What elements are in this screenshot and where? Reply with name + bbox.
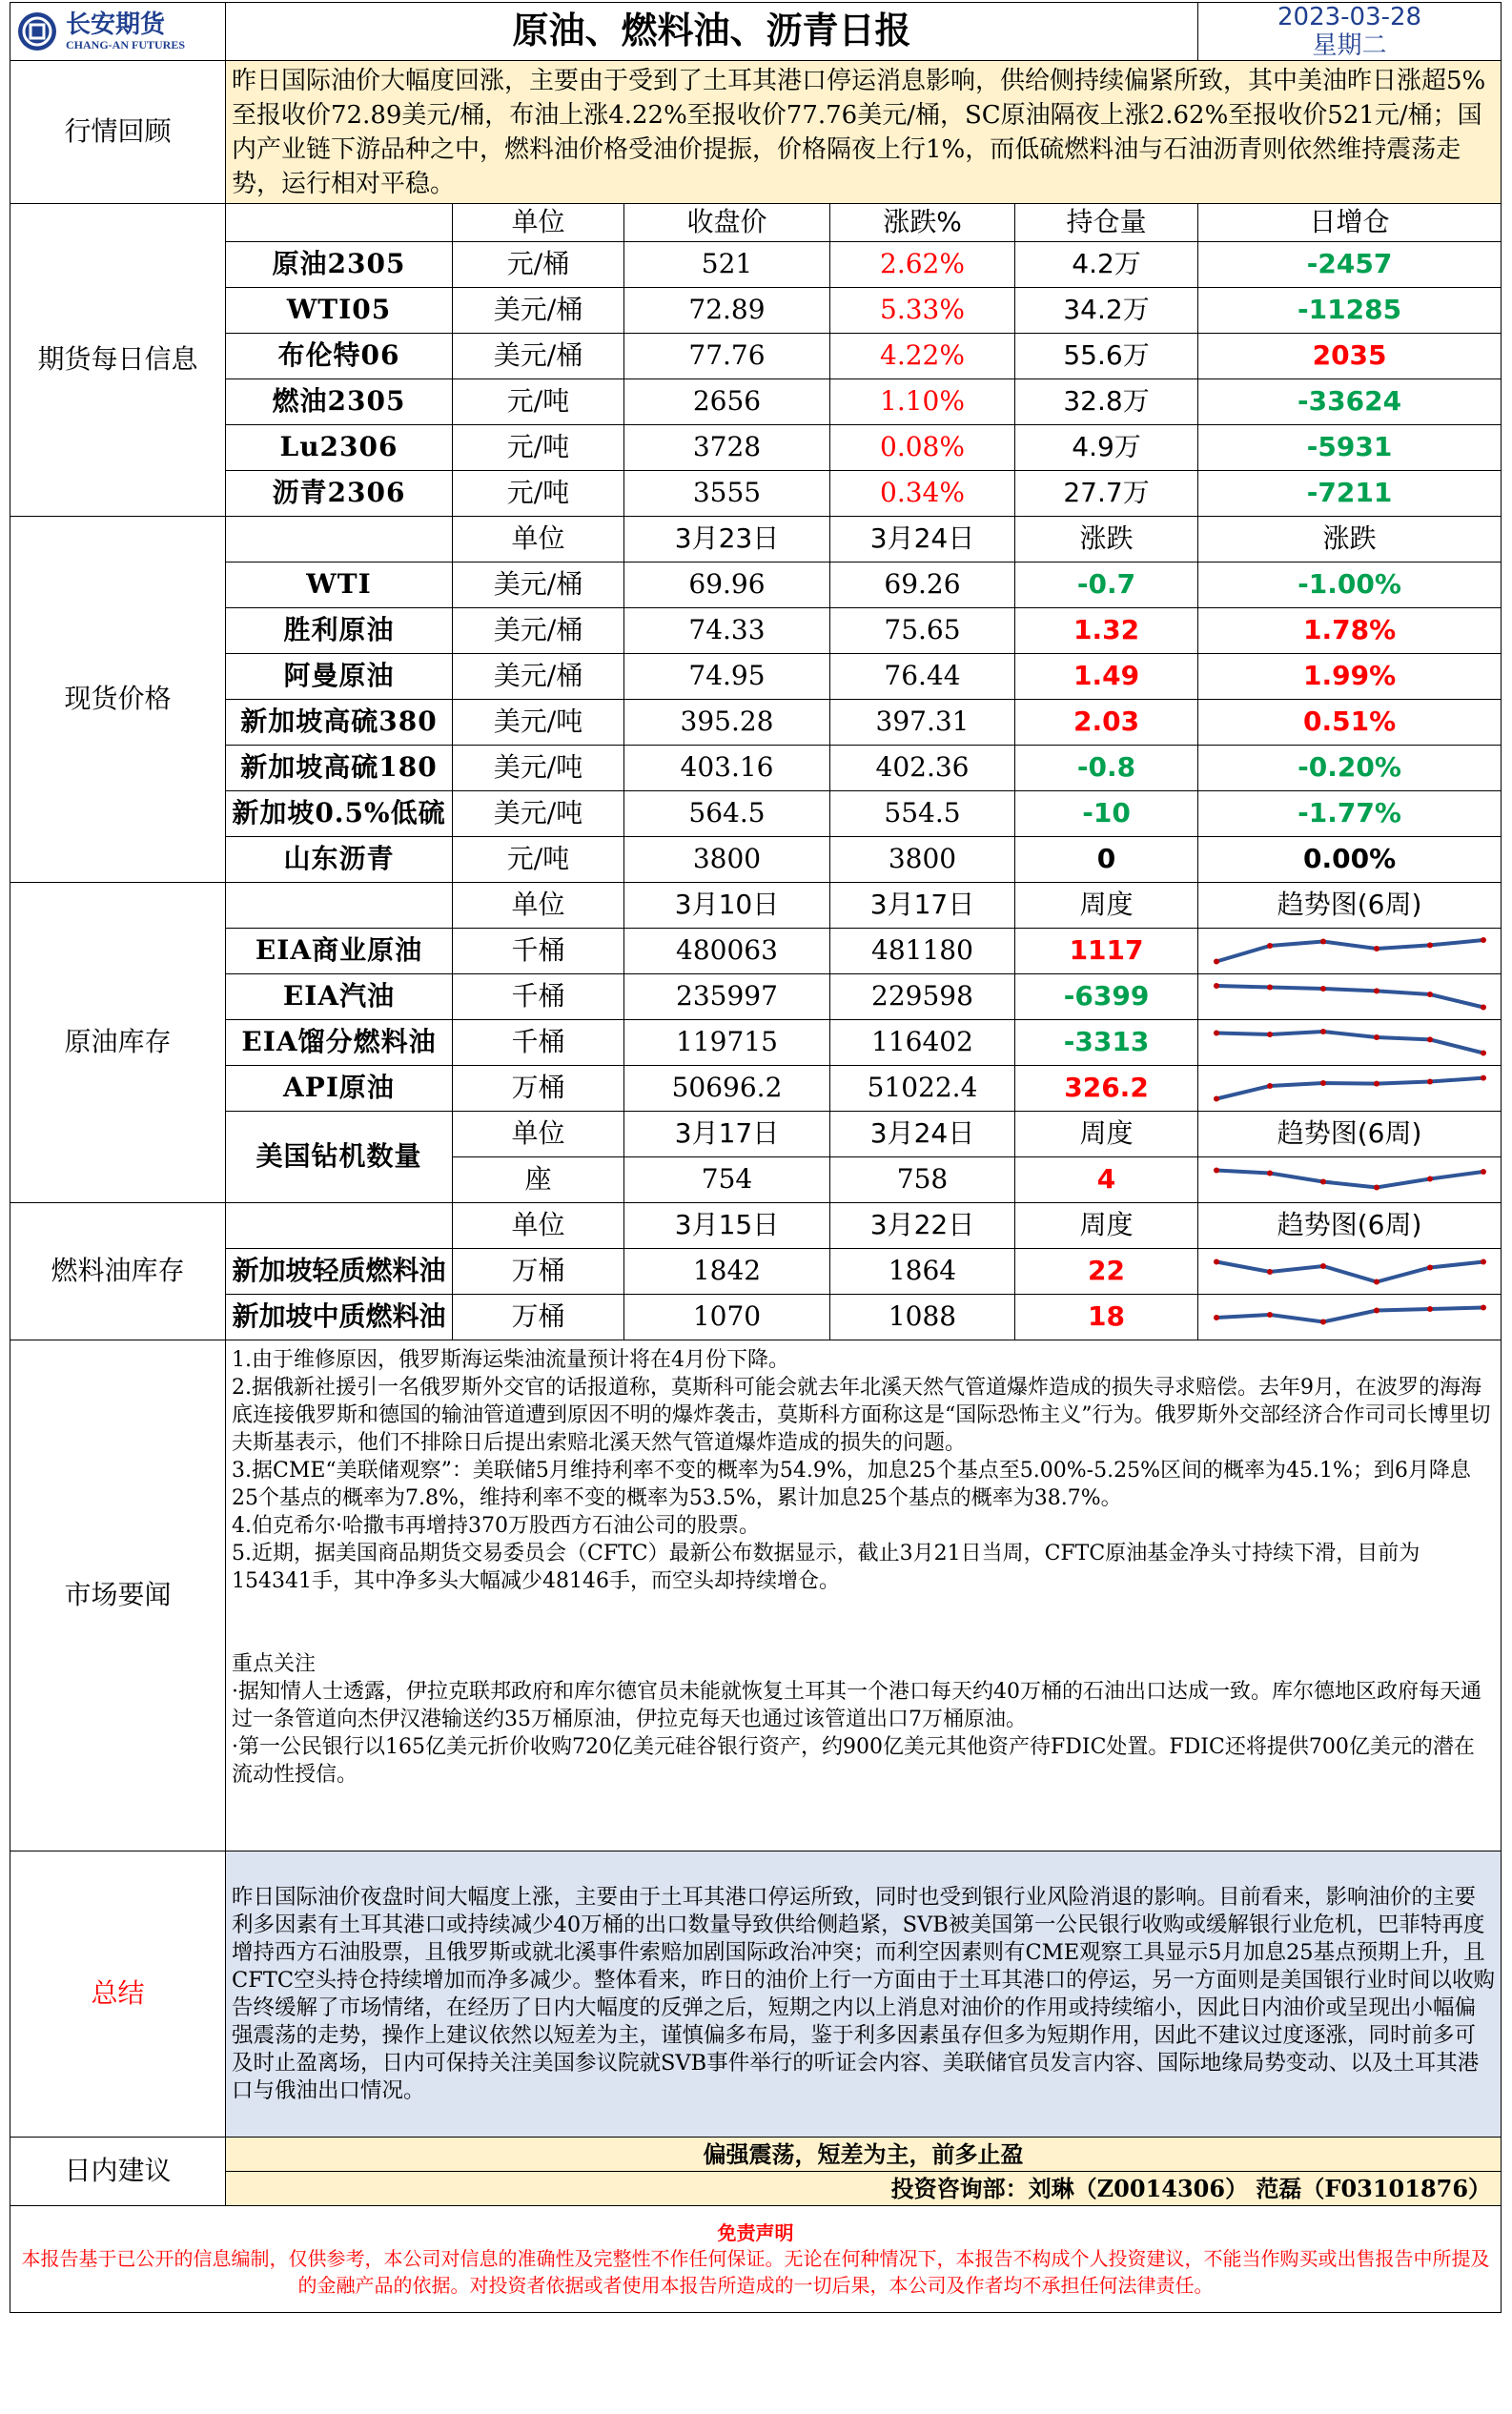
rigs-d1: 754 — [624, 1157, 830, 1203]
fuel-d2: 1864 — [830, 1249, 1015, 1295]
spot-pct: 1.78% — [1198, 608, 1502, 654]
inventory-week: -3313 — [1015, 1020, 1198, 1066]
brand-name-en: CHANG-AN FUTURES — [66, 38, 186, 51]
news-content — [226, 1340, 1502, 1851]
futures-oi: 4.9万 — [1015, 425, 1198, 471]
inventory-row — [10, 1020, 1502, 1066]
news-item: 2.据俄新社援引一名俄罗斯外交官的话报道称，莫斯科可能会就去年北溪天然气管道爆炸造成的损失寻求赔偿。去年9月，在波罗的海海底连接俄罗斯和德国的输油管道遭到原因不明的爆炸袭击，莫斯科方面称这是“国际恐怖主义”行为。俄罗斯外交部经济合作司司长博里切夫斯基表示，他们不排除日后提出索赔北溪天然气管道爆炸造成的损失的问题。 — [232, 1376, 1491, 1455]
trend-sparkline — [1207, 1024, 1493, 1062]
futures-name: 沥青2306 — [226, 471, 453, 517]
spot-pct: 0.00% — [1198, 837, 1502, 883]
trend-point — [1214, 1258, 1219, 1264]
inventory-header-week: 周度 — [1015, 883, 1198, 929]
spot-d2: 397.31 — [830, 700, 1015, 746]
trend-point — [1481, 1304, 1486, 1310]
rigs-header-trend: 趋势图(6周) — [1198, 1112, 1502, 1157]
trend-point — [1427, 1036, 1433, 1042]
trend-point — [1427, 942, 1433, 948]
news-item: 1.由于维修原因，俄罗斯海运柴油流量预计将在4月份下降。 — [232, 1348, 789, 1372]
spot-row — [10, 746, 1502, 791]
trend-sparkline — [1207, 1299, 1493, 1337]
inventory-unit: 万桶 — [453, 1066, 624, 1112]
spot-chg: -0.7 — [1015, 563, 1198, 608]
trend-point — [1214, 1167, 1219, 1173]
trend-cell — [1198, 1249, 1502, 1295]
fuel-header-d1: 3月15日 — [624, 1203, 830, 1249]
futures-oi-change: -2457 — [1198, 242, 1502, 288]
trend-point — [1481, 937, 1486, 943]
news-item: 3.据CME“美联储观察”：美联储5月维持利率不变的概率为54.9%，加息25个基点至5.00%-5.25%区间的概率为45.1%；到6月降息25个基点的概率为7.8%，维持利率不变的概率为53.5%，累计加息25个基点的概率为38.7%。 — [232, 1459, 1471, 1510]
trend-point — [1320, 938, 1326, 944]
trend-point — [1214, 1315, 1219, 1320]
trend-line — [1216, 940, 1483, 962]
inventory-unit: 千桶 — [453, 929, 624, 974]
inventory-unit: 千桶 — [453, 974, 624, 1020]
inventory-d1: 235997 — [624, 974, 830, 1020]
spot-chg: 1.49 — [1015, 654, 1198, 700]
trend-point — [1374, 1279, 1379, 1284]
spot-d1: 395.28 — [624, 700, 830, 746]
trend-cell — [1198, 1157, 1502, 1203]
spot-unit: 美元/桶 — [453, 608, 624, 654]
disclaimer-title: 免责声明 — [717, 2220, 794, 2244]
spot-row — [10, 654, 1502, 700]
spot-name: 山东沥青 — [226, 837, 453, 883]
spot-pct: 0.51% — [1198, 700, 1502, 746]
disclaimer — [10, 2206, 1502, 2313]
fuel-header-d2: 3月22日 — [830, 1203, 1015, 1249]
trend-sparkline — [1207, 1070, 1493, 1108]
intraday-label: 日内建议 — [10, 2138, 226, 2206]
rigs-header-week: 周度 — [1015, 1112, 1198, 1157]
futures-close: 521 — [624, 242, 830, 288]
spot-chg: 2.03 — [1015, 700, 1198, 746]
inventory-d2: 51022.4 — [830, 1066, 1015, 1112]
trend-point — [1374, 946, 1379, 951]
trend-cell — [1198, 1020, 1502, 1066]
inventory-week: 326.2 — [1015, 1066, 1198, 1112]
trend-point — [1427, 1264, 1433, 1270]
rigs-name: 美国钻机数量 — [226, 1112, 453, 1203]
fuel-row — [10, 1249, 1502, 1295]
trend-point — [1214, 958, 1219, 964]
spot-d2: 402.36 — [830, 746, 1015, 791]
spot-d1: 74.95 — [624, 654, 830, 700]
futures-header-oi: 持仓量 — [1015, 204, 1198, 242]
spot-row — [10, 563, 1502, 608]
futures-close: 72.89 — [624, 288, 830, 334]
inventory-header-d2: 3月17日 — [830, 883, 1015, 929]
futures-header-oi-change: 日增仓 — [1198, 204, 1502, 242]
trend-cell — [1198, 929, 1502, 974]
inventory-row — [10, 974, 1502, 1020]
fuel-header-blank — [226, 1203, 453, 1249]
news-item: 4.伯克希尔·哈撒韦再增持370万股西方石油公司的股票。 — [232, 1514, 760, 1538]
inventory-header-d1: 3月10日 — [624, 883, 830, 929]
futures-oi-change: -5931 — [1198, 425, 1502, 471]
news-spacer — [232, 1595, 1495, 1650]
futures-header-change: 涨跌% — [830, 204, 1015, 242]
review-text: 昨日国际油价大幅度回涨，主要由于受到了土耳其港口停运消息影响，供给侧持续偏紧所致，其中美油昨日涨超5%至报收价72.89美元/桶，布油上涨4.22%至报收价77.76美元/桶，SC原油隔夜上涨2.62%至报收价521元/桶；国内产业链下游品种之中，燃料油价格受油价提振，价格隔夜上行1%，而低硫燃料油与石油沥青则依然维持震荡走势，运行相对平稳。 — [226, 61, 1502, 204]
trend-point — [1267, 1269, 1273, 1275]
futures-row — [10, 425, 1502, 471]
rigs-unit: 座 — [453, 1157, 624, 1203]
fuel-unit: 万桶 — [453, 1295, 624, 1340]
spot-unit: 元/吨 — [453, 837, 624, 883]
spot-header-pct: 涨跌 — [1198, 517, 1502, 563]
spot-d2: 3800 — [830, 837, 1015, 883]
trend-point — [1374, 1307, 1379, 1313]
spot-unit: 美元/吨 — [453, 700, 624, 746]
review-label: 行情回顾 — [10, 61, 226, 204]
futures-change: 0.34% — [830, 471, 1015, 517]
trend-point — [1320, 1178, 1326, 1184]
futures-change: 1.10% — [830, 379, 1015, 425]
inventory-d2: 481180 — [830, 929, 1015, 974]
report-page — [2, 2, 1508, 2410]
spot-header-unit: 单位 — [453, 517, 624, 563]
disclaimer-text: 本报告基于已公开的信息编制，仅供参考，本公司对信息的准确性及完整性不作任何保证。无论在何种情况下，本报告不构成个人投资建议，不能当作购买或出售报告中所提及的金融产品的依据。对投资者依据或者使用本报告所造成的一切后果，本公司及作者均不承担任何法律责任。 — [21, 2246, 1490, 2297]
spot-row — [10, 700, 1502, 746]
spot-d2: 75.65 — [830, 608, 1015, 654]
spot-chg: 0 — [1015, 837, 1198, 883]
spot-name: 新加坡0.5%低硫 — [226, 791, 453, 837]
fuel-unit: 万桶 — [453, 1249, 624, 1295]
news-item: 5.近期，据美国商品期货交易委员会（CFTC）最新公布数据显示，截止3月21日当周，CFTC原油基金净头寸持续下滑，目前为154341手，其中净多头大幅减少48146手，而空头却持续增仓。 — [232, 1542, 1420, 1593]
inventory-name: EIA馏分燃料油 — [226, 1020, 453, 1066]
spot-name: 阿曼原油 — [226, 654, 453, 700]
trend-line — [1216, 1170, 1483, 1187]
futures-oi-change: -33624 — [1198, 379, 1502, 425]
futures-row — [10, 242, 1502, 288]
spot-pct: -1.77% — [1198, 791, 1502, 837]
trend-point — [1374, 1080, 1379, 1086]
trend-point — [1481, 1074, 1486, 1080]
trend-line — [1216, 1307, 1483, 1321]
futures-row — [10, 334, 1502, 379]
spot-name: WTI — [226, 563, 453, 608]
spot-label: 现货价格 — [10, 517, 226, 883]
trend-point — [1320, 1080, 1326, 1086]
futures-name: 燃油2305 — [226, 379, 453, 425]
trend-point — [1267, 1312, 1273, 1318]
futures-oi: 4.2万 — [1015, 242, 1198, 288]
spot-d2: 554.5 — [830, 791, 1015, 837]
spot-pct: -1.00% — [1198, 563, 1502, 608]
fuel-d1: 1842 — [624, 1249, 830, 1295]
fuel-d2: 1088 — [830, 1295, 1015, 1340]
trend-cell — [1198, 974, 1502, 1020]
futures-name: Lu2306 — [226, 425, 453, 471]
trend-line — [1216, 1032, 1483, 1054]
trend-point — [1214, 983, 1219, 989]
futures-name: WTI05 — [226, 288, 453, 334]
inventory-row — [10, 929, 1502, 974]
report-table — [10, 2, 1502, 2313]
inventory-week: 1117 — [1015, 929, 1198, 974]
spot-d1: 3800 — [624, 837, 830, 883]
spot-header-d2: 3月24日 — [830, 517, 1015, 563]
futures-header-blank — [226, 204, 453, 242]
date-cell — [1198, 3, 1502, 61]
trend-point — [1267, 1083, 1273, 1089]
spot-header-chg: 涨跌 — [1015, 517, 1198, 563]
trend-point — [1214, 1030, 1219, 1035]
trend-point — [1427, 1306, 1433, 1312]
inventory-header-blank — [226, 883, 453, 929]
summary-label: 总结 — [10, 1851, 226, 2138]
spot-d2: 69.26 — [830, 563, 1015, 608]
trend-point — [1481, 1050, 1486, 1055]
futures-unit: 元/桶 — [453, 242, 624, 288]
news-label: 市场要闻 — [10, 1340, 226, 1851]
spot-chg: -0.8 — [1015, 746, 1198, 791]
inventory-name: API原油 — [226, 1066, 453, 1112]
trend-point — [1320, 986, 1326, 992]
rigs-header-d1: 3月17日 — [624, 1112, 830, 1157]
trend-point — [1320, 1029, 1326, 1034]
inventory-d1: 50696.2 — [624, 1066, 830, 1112]
spot-name: 胜利原油 — [226, 608, 453, 654]
brand-logo — [16, 10, 219, 52]
trend-point — [1481, 1258, 1486, 1264]
futures-unit: 元/吨 — [453, 425, 624, 471]
spot-row — [10, 837, 1502, 883]
spot-d1: 69.96 — [624, 563, 830, 608]
spot-header-d1: 3月23日 — [624, 517, 830, 563]
futures-change: 2.62% — [830, 242, 1015, 288]
trend-point — [1267, 984, 1273, 990]
futures-row — [10, 288, 1502, 334]
inventory-name: EIA汽油 — [226, 974, 453, 1020]
futures-close: 3728 — [624, 425, 830, 471]
spot-d1: 74.33 — [624, 608, 830, 654]
trend-point — [1374, 1034, 1379, 1040]
trend-point — [1427, 992, 1433, 997]
spot-header-blank — [226, 517, 453, 563]
futures-oi: 27.7万 — [1015, 471, 1198, 517]
futures-row — [10, 379, 1502, 425]
fuel-d1: 1070 — [624, 1295, 830, 1340]
trend-cell — [1198, 1295, 1502, 1340]
fuel-header-week: 周度 — [1015, 1203, 1198, 1249]
fuel-header-trend: 趋势图(6周) — [1198, 1203, 1502, 1249]
inventory-d2: 116402 — [830, 1020, 1015, 1066]
trend-point — [1267, 1170, 1273, 1176]
futures-unit: 美元/桶 — [453, 288, 624, 334]
futures-change: 0.08% — [830, 425, 1015, 471]
spot-unit: 美元/吨 — [453, 746, 624, 791]
futures-close: 2656 — [624, 379, 830, 425]
spot-chg: 1.32 — [1015, 608, 1198, 654]
company-logo-icon — [16, 10, 58, 52]
spot-d2: 76.44 — [830, 654, 1015, 700]
spot-unit: 美元/桶 — [453, 563, 624, 608]
report-title: 原油、燃料油、沥青日报 — [226, 3, 1198, 61]
inventory-d1: 119715 — [624, 1020, 830, 1066]
futures-header-unit: 单位 — [453, 204, 624, 242]
logo-cell — [10, 3, 226, 61]
inventory-row — [10, 1066, 1502, 1112]
futures-oi: 55.6万 — [1015, 334, 1198, 379]
inventory-d2: 229598 — [830, 974, 1015, 1020]
trend-line — [1216, 986, 1483, 1008]
futures-name: 布伦特06 — [226, 334, 453, 379]
fuel-week: 18 — [1015, 1295, 1198, 1340]
trend-point — [1320, 1319, 1326, 1324]
spot-row — [10, 791, 1502, 837]
fuel-name: 新加坡中质燃料油 — [226, 1295, 453, 1340]
trend-point — [1481, 1169, 1486, 1175]
rigs-header-unit: 单位 — [453, 1112, 624, 1157]
focus-item: ·据知情人士透露，伊拉克联邦政府和库尔德官员未能就恢复土耳其一个港口每天约40万桶的石油出口达成一致。库尔德地区政府每天通过一条管道向杰伊汉港输送约35万桶原油，伊拉克每天也通过该管道出口7万桶原油。 — [232, 1680, 1481, 1731]
spot-pct: 1.99% — [1198, 654, 1502, 700]
futures-close: 3555 — [624, 471, 830, 517]
intraday-advisors: 投资咨询部：刘琳（Z0014306） 范磊（F03101876） — [226, 2172, 1502, 2206]
spot-chg: -10 — [1015, 791, 1198, 837]
spot-name: 新加坡高硫380 — [226, 700, 453, 746]
summary-text: 昨日国际油价夜盘时间大幅度上涨，主要由于土耳其港口停运所致，同时也受到银行业风险消退的影响。目前看来，影响油价的主要利多因素有土耳其港口或持续减少40万桶的出口数量导致供给侧趋紧，SVB被美国第一公民银行收购或缓解银行业危机，巴菲特再度增持西方石油股票，且俄罗斯或就北溪事件索赔加剧国际政治冲突；而利空因素则有CME观察工具显示5月加息25基点预期上升，且CFTC空头持仓持续增加而净多减少。整体看来，昨日的油价上行一方面由于土耳其港口的停运，另一方面则是美国银行业时间以收购告终缓解了市场情绪，在经历了日内大幅度的反弹之后，短期之内以上消息对油价的作用或持续缩小，因此日内油价或呈现出小幅偏强震荡的走势，操作上建议依然以短差为主，谨慎偏多布局，鉴于利多因素虽存但多为短期作用，因此不建议过度逐涨，同时前多可及时止盈离场，日内可保持关注美国参议院就SVB事件举行的听证会内容、美联储官员发言内容、国际地缘局势变动、以及土耳其港口与俄油出口情况。 — [226, 1851, 1502, 2138]
futures-oi: 32.8万 — [1015, 379, 1198, 425]
trend-sparkline — [1207, 1253, 1493, 1291]
futures-oi-change: -11285 — [1198, 288, 1502, 334]
spot-d1: 403.16 — [624, 746, 830, 791]
futures-oi-change: 2035 — [1198, 334, 1502, 379]
trend-point — [1374, 988, 1379, 993]
inventory-unit: 千桶 — [453, 1020, 624, 1066]
trend-line — [1216, 1261, 1483, 1281]
trend-sparkline — [1207, 932, 1493, 971]
fuel-name: 新加坡轻质燃料油 — [226, 1249, 453, 1295]
trend-cell — [1198, 1066, 1502, 1112]
futures-oi-change: -7211 — [1198, 471, 1502, 517]
inventory-header-trend: 趋势图(6周) — [1198, 883, 1502, 929]
futures-name: 原油2305 — [226, 242, 453, 288]
inventory-header-unit: 单位 — [453, 883, 624, 929]
trend-point — [1427, 1176, 1433, 1181]
trend-line — [1216, 1077, 1483, 1098]
futures-unit: 元/吨 — [453, 379, 624, 425]
futures-label: 期货每日信息 — [10, 204, 226, 517]
rigs-week: 4 — [1015, 1157, 1198, 1203]
futures-row — [10, 471, 1502, 517]
futures-close: 77.76 — [624, 334, 830, 379]
spot-name: 新加坡高硫180 — [226, 746, 453, 791]
spot-row — [10, 608, 1502, 654]
futures-change: 4.22% — [830, 334, 1015, 379]
futures-header-close: 收盘价 — [624, 204, 830, 242]
rigs-header-d2: 3月24日 — [830, 1112, 1015, 1157]
inventory-label: 原油库存 — [10, 883, 226, 1203]
trend-point — [1481, 1004, 1486, 1010]
spot-pct: -0.20% — [1198, 746, 1502, 791]
futures-change: 5.33% — [830, 288, 1015, 334]
inventory-name: EIA商业原油 — [226, 929, 453, 974]
focus-title: 重点关注 — [232, 1652, 317, 1676]
inventory-d1: 480063 — [624, 929, 830, 974]
report-date: 2023-03-28 — [1277, 3, 1422, 31]
focus-item: ·第一公民银行以165亿美元折价收购720亿美元硅谷银行资产，约900亿美元其他资产待FDIC处置。FDIC还将提供700亿美元的潜在流动性授信。 — [232, 1735, 1475, 1787]
trend-point — [1320, 1263, 1326, 1269]
fuel-header-unit: 单位 — [453, 1203, 624, 1249]
spot-d1: 564.5 — [624, 791, 830, 837]
rigs-d2: 758 — [830, 1157, 1015, 1203]
trend-sparkline — [1207, 978, 1493, 1016]
fuel-label: 燃料油库存 — [10, 1203, 226, 1340]
trend-sparkline — [1207, 1161, 1493, 1199]
spot-unit: 美元/桶 — [453, 654, 624, 700]
futures-unit: 元/吨 — [453, 471, 624, 517]
intraday-advice: 偏强震荡，短差为主，前多止盈 — [226, 2138, 1502, 2172]
futures-oi: 34.2万 — [1015, 288, 1198, 334]
trend-point — [1214, 1095, 1219, 1101]
trend-point — [1374, 1184, 1379, 1190]
spot-unit: 美元/吨 — [453, 791, 624, 837]
inventory-week: -6399 — [1015, 974, 1198, 1020]
futures-unit: 美元/桶 — [453, 334, 624, 379]
brand-name-cn: 长安期货 — [66, 10, 166, 39]
trend-point — [1267, 1032, 1273, 1037]
fuel-row — [10, 1295, 1502, 1340]
report-weekday: 星期二 — [1312, 31, 1387, 60]
fuel-week: 22 — [1015, 1249, 1198, 1295]
trend-point — [1427, 1078, 1433, 1084]
trend-point — [1267, 943, 1273, 949]
